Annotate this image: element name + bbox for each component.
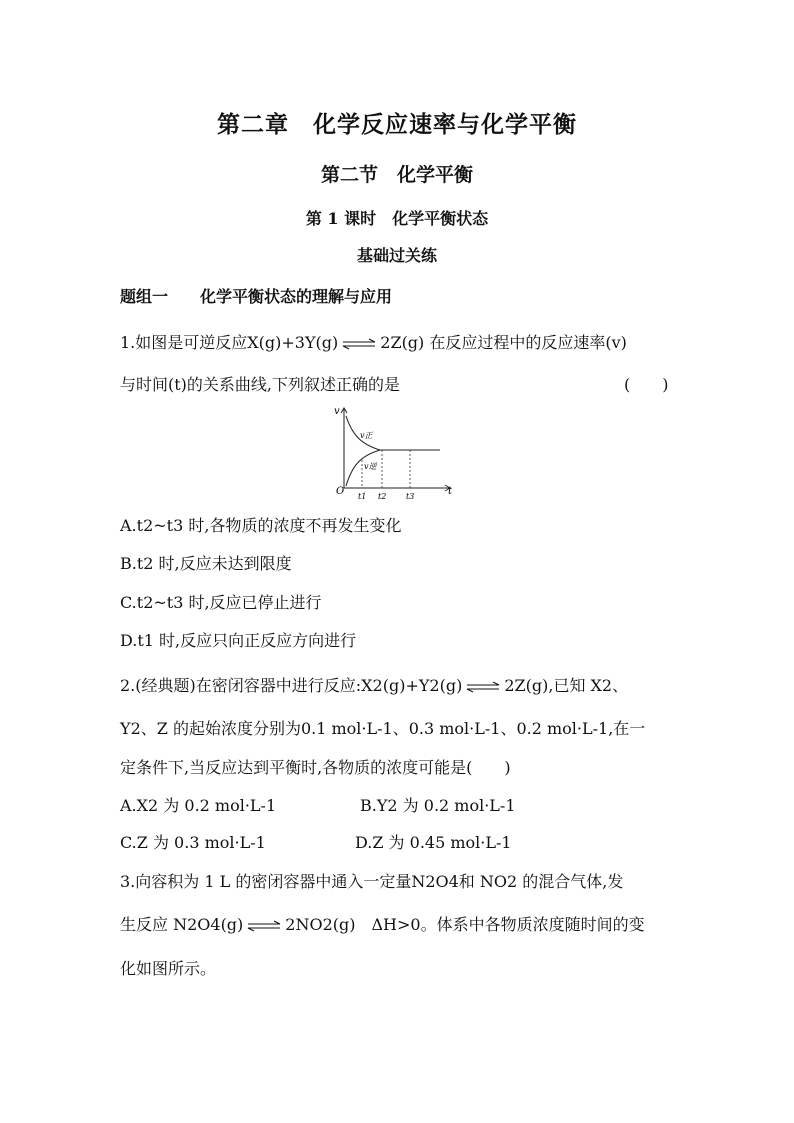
- section-title: 第二节 化学平衡: [320, 164, 473, 186]
- q2-line2: Y2、Z 的起始浓度分别为0.1 mol·L-1、0.3 mol·L-1、0.2 mol·L-1,在一: [120, 719, 646, 738]
- q2-line3: 定条件下,当反应达到平衡时,各物质的浓度可能是( ): [120, 758, 511, 777]
- q1-line2: 与时间(t)的关系曲线,下列叙述正确的是: [120, 375, 401, 394]
- q1-line1-suffix: 2Z(g) 在反应过程中的反应速率(v): [380, 333, 627, 352]
- equilibrium-arrow-icon: [341, 338, 377, 350]
- practice-title: 基础过关练: [356, 246, 437, 265]
- q1-option-d: D.t1 时,反应只向正反应方向进行: [120, 631, 357, 650]
- q2-line1-prefix: 2.(经典题)在密闭容器中进行反应:X2(g)+Y2(g): [120, 676, 463, 695]
- equilibrium-arrow-icon: [246, 920, 282, 932]
- q2-option-d: D.Z 为 0.45 mol·L-1: [355, 833, 512, 852]
- q3-line2: [120, 912, 645, 935]
- v-reverse-label: v逆: [364, 462, 377, 471]
- q2-line1-suffix: 2Z(g),已知 X2、: [504, 676, 629, 695]
- q2-option-c: C.Z 为 0.3 mol·L-1: [120, 833, 266, 852]
- q3-line2-prefix: 生反应 N2O4(g): [120, 915, 244, 934]
- q3-line3: 化如图所示。: [120, 959, 217, 978]
- q1-rate-time-graph: [332, 404, 462, 500]
- q1-line1-prefix: 1.如图是可逆反应X(g)+3Y(g): [120, 333, 339, 352]
- t-axis-label: t: [448, 486, 453, 497]
- t2-tick-label: t2: [378, 492, 387, 500]
- chapter-title: 第二章 化学反应速率与化学平衡: [217, 111, 577, 138]
- equilibrium-arrow-icon: [465, 681, 501, 693]
- q2-line1: [120, 673, 628, 696]
- q2-option-a: A.X2 为 0.2 mol·L-1: [120, 796, 277, 815]
- origin-label: O: [336, 486, 345, 497]
- q1-option-a: A.t2~t3 时,各物质的浓度不再发生变化: [120, 516, 402, 535]
- question-group-title: 题组一 化学平衡状态的理解与应用: [120, 287, 393, 306]
- v-axis-label: v: [334, 406, 340, 417]
- q3-line2-suffix: 2NO2(g) ΔH>0。体系中各物质浓度随时间的变: [285, 915, 645, 934]
- q3-line1: 3.向容积为 1 L 的密闭容器中通入一定量N2O4和 NO2 的混合气体,发: [120, 872, 624, 891]
- lesson-title: 第 1 课时 化学平衡状态: [305, 209, 489, 228]
- q1-line1: [120, 330, 627, 353]
- q1-option-b: B.t2 时,反应未达到限度: [120, 554, 292, 573]
- t3-tick-label: t3: [406, 492, 415, 500]
- q1-option-c: C.t2~t3 时,反应已停止进行: [120, 593, 322, 612]
- t1-tick-label: t1: [358, 492, 367, 500]
- q2-option-b: B.Y2 为 0.2 mol·L-1: [360, 796, 516, 815]
- v-forward-label: v正: [360, 431, 373, 440]
- q1-answer-paren: ( ): [624, 375, 669, 394]
